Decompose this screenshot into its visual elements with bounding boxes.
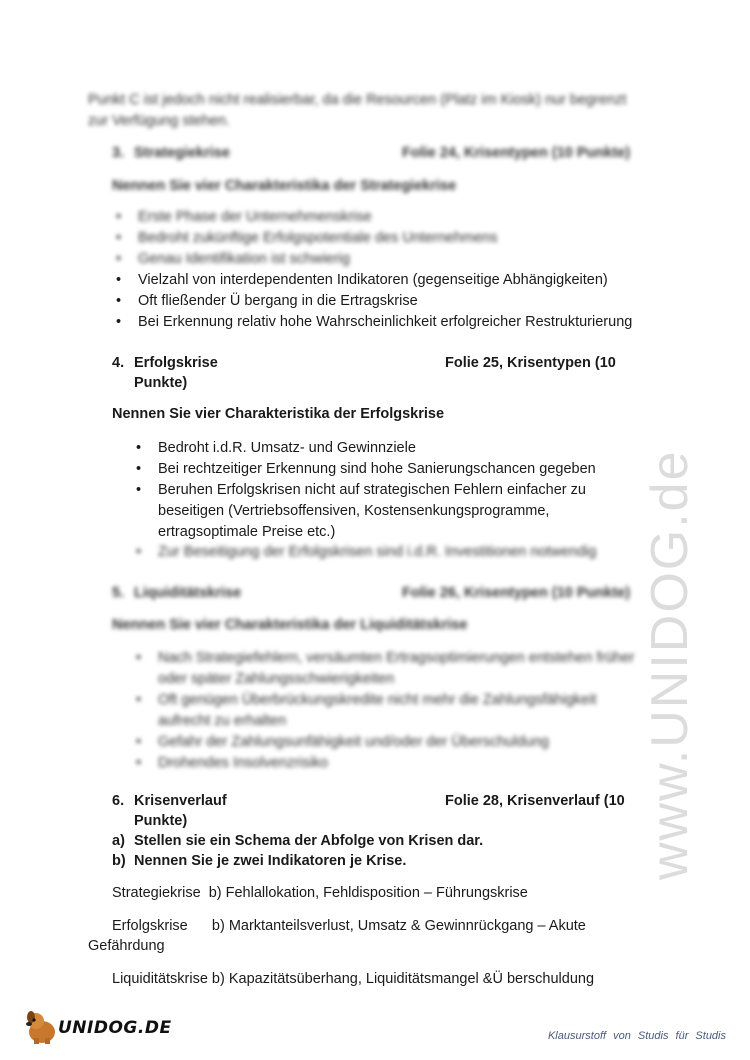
intro-line-2: zur Verfügung stehen. — [88, 113, 230, 129]
task-b-label: b) — [112, 853, 126, 869]
list-item: • Vielzahl von interdependenten Indikatoren (gegenseitige Abhängigkeiten) — [112, 270, 632, 291]
list-item: • Beruhen Erfolgskrisen nicht auf strategischen Fehlern einfacher zu beseitigen (Vertriebsoffensiven, Kostensenkungsprogramme, ertragsoptimale Preise etc.) — [132, 480, 627, 540]
section-6-task-b — [112, 851, 406, 871]
intro-line-1: Punkt C ist jedoch nicht realisierbar, da die Resourcen (Platz im Kiosk) nur begrenzt — [88, 92, 627, 108]
list-item: • Oft fließender Ü bergang in die Ertragskrise — [112, 291, 632, 312]
section-4-heading — [112, 353, 652, 393]
section-5-reference: Folie 26, Krisentypen (10 Punkte) — [402, 585, 631, 601]
list-item: • Oft genügen Überbrückungskredite nicht mehr die Zahlungsfähigkeit aufrecht zu erhalten — [132, 690, 652, 732]
section-5-number: 5. — [112, 585, 125, 601]
answer-strategiekrise: Strategiekrise b) Fehlallokation, Fehldisposition – Führungskrise — [112, 885, 528, 901]
section-5-heading — [112, 583, 652, 603]
watermark: www.UNIDOG.de — [641, 449, 699, 880]
section-6-task-a — [112, 831, 483, 851]
section-4-reference-cont: Punkte) — [134, 375, 188, 391]
section-6-number: 6. — [112, 793, 125, 809]
list-item: • Bedroht i.d.R. Umsatz- und Gewinnziele — [132, 438, 627, 459]
section-3-title: Strategiekrise — [134, 145, 230, 161]
task-b-text: Nennen Sie je zwei Indikatoren je Krise. — [134, 853, 407, 869]
task-a-label: a) — [112, 833, 125, 849]
section-6-reference-cont: Punkte) — [134, 813, 188, 829]
section-3-number: 3. — [112, 145, 125, 161]
section-5-list — [132, 648, 652, 774]
list-item: • Erste Phase der Unternehmenskrise — [112, 207, 632, 228]
task-a-text: Stellen sie ein Schema der Abfolge von Krisen dar. — [134, 833, 484, 849]
list-item: • Bei Erkennung relativ hohe Wahrscheinlichkeit erfolgreicher Restrukturierung — [112, 312, 632, 333]
list-item: • Genau Identifikation ist schwierig — [112, 249, 632, 270]
section-4-title: Erfolgskrise — [134, 355, 218, 371]
answer-erfolgskrise-cont: Gefährdung — [88, 938, 165, 954]
section-6-title: Krisenverlauf — [134, 793, 227, 809]
section-6-reference: Folie 28, Krisenverlauf (10 — [445, 793, 625, 809]
section-5-question: Nennen Sie vier Charakteristika der Liquiditätskrise — [112, 617, 468, 633]
list-item: • Bedroht zukünftige Erfolgspotentiale des Unternehmens — [112, 228, 632, 249]
answer-liquiditaetskrise: Liquiditätskrise b) Kapazitätsüberhang, Liquiditätsmangel &Ü berschuldung — [112, 971, 595, 987]
section-3-heading — [112, 143, 652, 163]
list-item: • Zur Beseitigung der Erfolgskrisen sind i.d.R. Investitionen notwendig — [132, 542, 627, 563]
list-item: • Nach Strategiefehlern, versäumten Ertragsoptimierungen entstehen früher oder später Zahlungsschwierigkeiten — [132, 648, 652, 690]
list-item: • Bei rechtzeitiger Erkennung sind hohe Sanierungschancen gegeben — [132, 459, 627, 480]
logo-wordmark: UNIDOG.DE — [58, 1018, 172, 1038]
section-6-heading — [112, 791, 652, 831]
footer-tagline: Klausurstoff von Studis für Studis — [547, 1030, 726, 1042]
section-3-list — [112, 207, 632, 333]
answer-erfolgskrise: Erfolgskrise b) Marktanteilsverlust, Umsatz & Gewinnrückgang – Akute — [112, 918, 586, 934]
section-4-number: 4. — [112, 355, 125, 371]
section-3-reference: Folie 24, Krisentypen (10 Punkte) — [402, 145, 631, 161]
section-4-reference: Folie 25, Krisentypen (10 — [445, 355, 616, 371]
logo-text — [58, 1018, 172, 1038]
section-4-list — [132, 438, 627, 563]
section-4-question: Nennen Sie vier Charakteristika der Erfolgskrise — [112, 406, 445, 422]
list-item: • Gefahr der Zahlungsunfähigkeit und/oder der Überschuldung — [132, 732, 652, 753]
section-5-title: Liquiditätskrise — [134, 585, 242, 601]
section-3-question: Nennen Sie vier Charakteristika der Strategiekrise — [112, 178, 457, 194]
list-item: • Drohendes Insolvenzrisiko — [132, 753, 652, 774]
dog-logo-icon — [22, 1010, 62, 1046]
